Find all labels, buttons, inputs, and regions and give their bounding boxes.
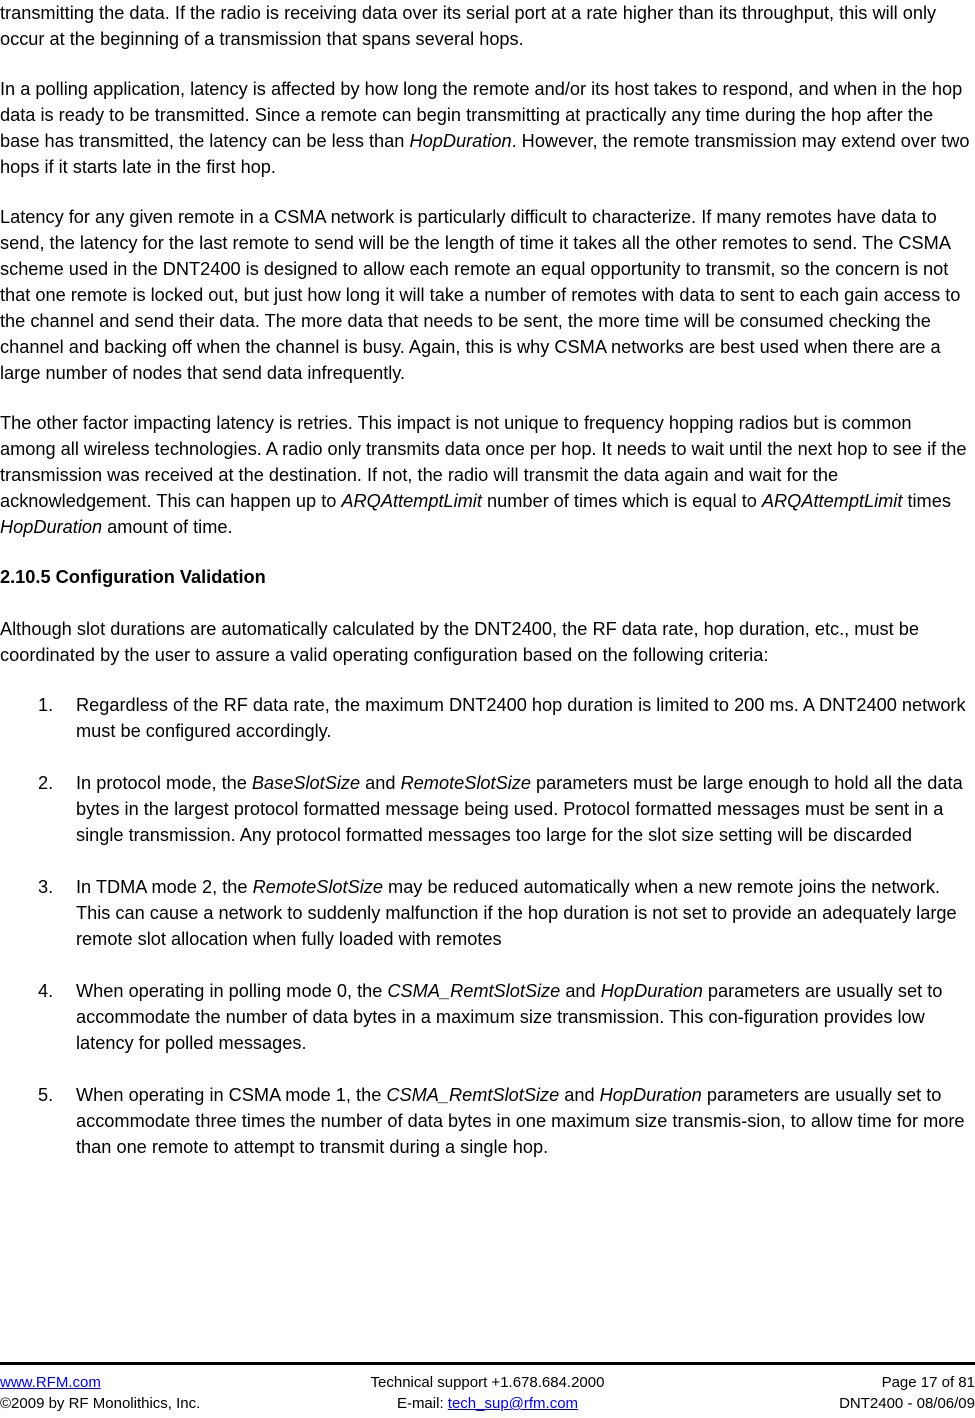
page-number: Page 17 of 81 (881, 1374, 975, 1391)
paragraph-intro: transmitting the data. If the radio is receiving data over its serial port at a rate higher than its throughput, this will only occur at the beginning of a transmission that spans several hops. (0, 3, 937, 49)
paragraph-csma: Latency for any given remote in a CSMA network is particularly difficult to characterize. If many remotes have data to send, the latency for the last remote to send will be the length of time it takes all the other remotes to send. The CSMA scheme used in the DNT2400 is designed to allow each remote an equal opportunity to transmit, so the concern is not that one remote is locked out, but just how long it will take a number of remotes with data to sent to each gain access to the channel and send their data. The more data that needs to be sent, the more time will be consumed checking the channel and backing off when the channel is busy. Again, this is why CSMA networks are best used when there are a large number of nodes that send data infrequently. (0, 207, 961, 383)
list-item: 1. Regardless of the RF data rate, the maximum DNT2400 hop duration is limited to 200 ms. A DNT2400 network must be configured accordingly. (0, 692, 972, 744)
document-id: DNT2400 - 08/06/09 (839, 1395, 975, 1412)
list-number: 5. (38, 1085, 54, 1105)
term-baseslotsize: BaseSlotSize (251, 773, 361, 793)
term-hopduration: HopDuration (0, 517, 103, 537)
term-hopduration: HopDuration (599, 1085, 702, 1105)
list-item: 3. In TDMA mode 2, the RemoteSlotSize may be reduced automatically when a new remote joins the network. This can cause a network to suddenly malfunction if the hop duration is not set to provide an adequately large remote slot allocation when fully loaded with remotes (0, 874, 972, 952)
footer-center (0, 1372, 975, 1414)
criteria-list (0, 692, 972, 1160)
list-item: 5. When operating in CSMA mode 1, the CSMA_RemtSlotSize and HopDuration parameters are usually set to accommodate three times the number of data bytes in one maximum size transmis-sion, to allow time for more than one remote to attempt to transmit during a single hop. (0, 1082, 972, 1160)
term-hopduration: HopDuration (600, 981, 703, 1001)
list-number: 1. (38, 695, 54, 715)
section-heading: 2.10.5 Configuration Validation (0, 567, 266, 587)
email-label: E-mail: (396, 1395, 448, 1412)
term-arqattemptlimit: ARQAttemptLimit (341, 491, 482, 511)
email-link[interactable]: tech_sup@rfm.com (447, 1395, 579, 1412)
term-remoteslotsize: RemoteSlotSize (252, 877, 383, 897)
footer-right (839, 1372, 975, 1414)
paragraph-retries: The other factor impacting latency is retries. This impact is not unique to frequency hopping radios but is common among all wireless technologies. A radio only transmits data once per hop. It needs to wait until the next hop to see if the transmission was received at the destination. If not, the radio will transmit the data again and wait for the acknowledgement. This can happen up to ARQAttemptLimit number of times which is equal to ARQAttemptLimit times HopDuration amount of time. (0, 413, 967, 537)
support-phone: Technical support +1.678.684.2000 (370, 1374, 605, 1391)
list-number: 4. (38, 981, 54, 1001)
term-remoteslotsize: RemoteSlotSize (400, 773, 531, 793)
term-csma-remtslotsize: CSMA_RemtSlotSize (386, 1085, 560, 1105)
paragraph-config: Although slot durations are automatically calculated by the DNT2400, the RF data rate, hop duration, etc., must be coordinated by the user to assure a valid operating configuration based on the following criteria: (0, 619, 919, 665)
term-arqattemptlimit: ARQAttemptLimit (761, 491, 903, 511)
list-item: 4. When operating in polling mode 0, the CSMA_RemtSlotSize and HopDuration parameters are usually set to accommodate the number of data bytes in a maximum size transmission. This con-figuration provides low latency for polled messages. (0, 978, 972, 1056)
copyright: ©2009 by RF Monolithics, Inc. (0, 1395, 201, 1412)
term-hopduration: HopDuration (409, 131, 512, 151)
list-item: 2. In protocol mode, the BaseSlotSize and RemoteSlotSize parameters must be large enough to hold all the data bytes in the largest protocol formatted message being used. Protocol formatted messages must be sent in a single transmission. Any protocol formatted messages too large for the slot size setting will be discarded (0, 770, 972, 848)
website-link[interactable]: www.RFM.com (0, 1374, 101, 1391)
paragraph-polling: In a polling application, latency is affected by how long the remote and/or its host takes to respond, and when in the hop data is ready to be transmitted. Since a remote can begin transmitting at practically any time during the hop after the base has transmitted, the latency can be less than HopDuration. However, the remote transmission may extend over two hops if it starts late in the first hop. (0, 79, 970, 177)
term-csma-remtslotsize: CSMA_RemtSlotSize (387, 981, 561, 1001)
footer-divider (0, 1362, 975, 1365)
list-number: 3. (38, 877, 54, 897)
list-number: 2. (38, 773, 54, 793)
